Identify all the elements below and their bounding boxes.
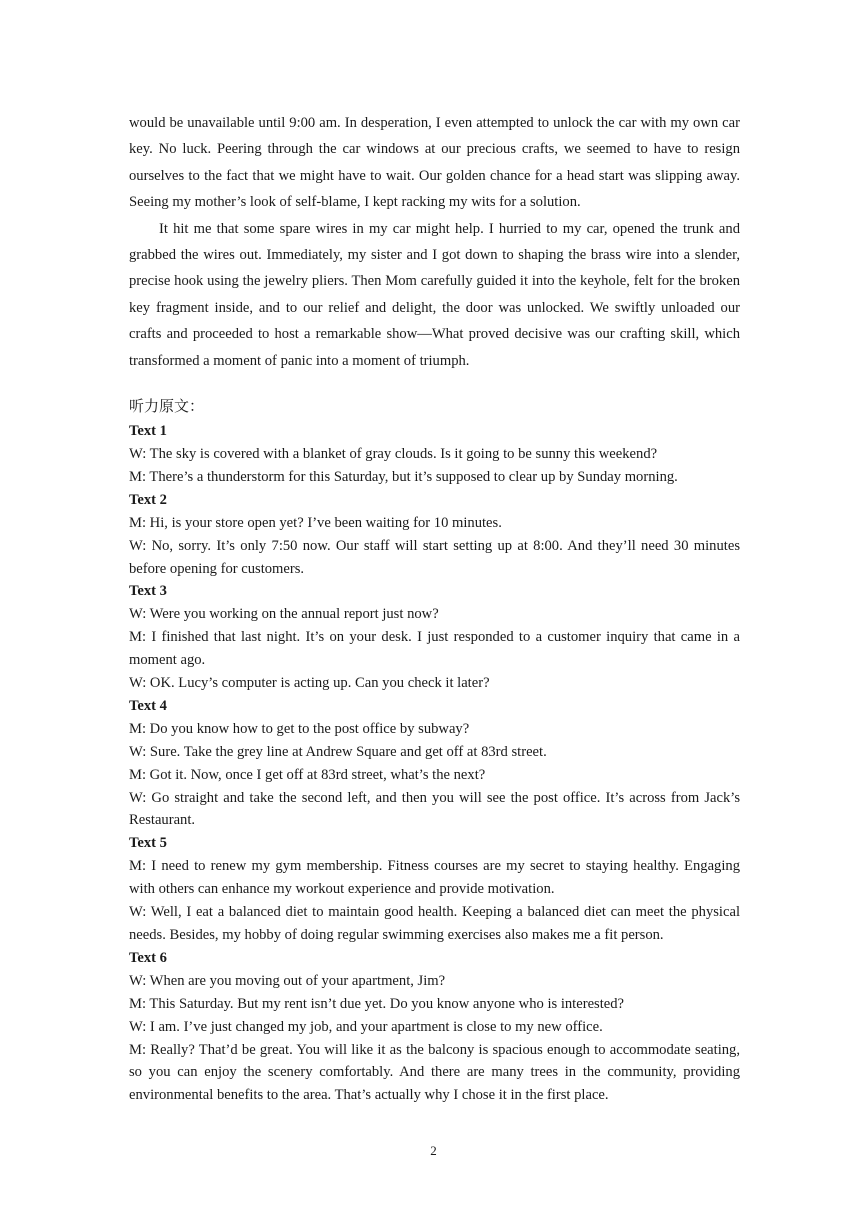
page-content: [129, 110, 740, 1107]
dialogue-line: W: No, sorry. It’s only 7:50 now. Our staff will start setting up at 8:00. And they’ll need 30 minutes before opening for customers.: [129, 537, 740, 577]
page-number: 2: [430, 1143, 437, 1158]
text-heading: Text 4: [129, 697, 167, 714]
listening-text-2: [129, 489, 740, 581]
text-heading: Text 2: [129, 491, 167, 508]
dialogue-line: W: I am. I’ve just changed my job, and your apartment is close to my new office.: [129, 1018, 603, 1035]
story-paragraph: It hit me that some spare wires in my car might help. I hurried to my car, opened the trunk and grabbed the wires out. Immediately, my sister and I got down to shaping the brass wire into a slender, precise hook using the jewelry pliers. Then Mom carefully guided it into the keyhole, felt for the broken key fragment inside, and to our relief and delight, the door was unlocked. We swiftly unloaded our crafts and proceeded to host a remarkable show—What proved decisive was our crafting skill, which transformed a moment of panic into a moment of triumph.: [129, 220, 740, 369]
dialogue-line: M: Really? That’d be great. You will like it as the balcony is spacious enough to accommodate seating, so you can enjoy the scenery comfortably. And there are many trees in the community, providing environmental benefits to the area. That’s actually why I chose it in the first place.: [129, 1041, 740, 1104]
section-title: 听力原文：: [129, 399, 205, 416]
dialogue-line: W: Well, I eat a balanced diet to maintain good health. Keeping a balanced diet can meet the physical needs. Besides, my hobby of doing regular swimming exercises also makes me a fit person.: [129, 904, 740, 943]
dialogue-line: M: There’s a thunderstorm for this Saturday, but it’s supposed to clear up by Sunday morning.: [129, 468, 678, 485]
dialogue-line: M: Got it. Now, once I get off at 83rd street, what’s the next?: [129, 766, 486, 783]
listening-text-4: [129, 695, 740, 832]
text-heading: Text 5: [129, 835, 167, 852]
listening-text-3: [129, 580, 740, 695]
dialogue-line: M: This Saturday. But my rent isn’t due yet. Do you know anyone who is interested?: [129, 995, 625, 1012]
dialogue-line: M: Hi, is your store open yet? I’ve been waiting for 10 minutes.: [129, 514, 502, 531]
dialogue-line: W: Were you working on the annual report just now?: [129, 606, 439, 623]
dialogue-line: W: Go straight and take the second left, and then you will see the post office. It’s across from Jack’s Restaurant.: [129, 789, 740, 829]
dialogue-line: W: When are you moving out of your apartment, Jim?: [129, 972, 446, 989]
dialogue-line: M: I finished that last night. It’s on your desk. I just responded to a customer inquiry that came in a moment ago.: [129, 629, 740, 669]
text-heading: Text 6: [129, 949, 167, 966]
text-heading: Text 1: [129, 423, 167, 440]
story-paragraph: would be unavailable until 9:00 am. In desperation, I even attempted to unlock the car with my own car key. No luck. Peering through the car windows at our precious crafts, we seemed to have to resign ourselves to the fact that we might have to wait. Our golden chance for a head start was slipping away. Seeing my mother’s look of self-blame, I kept racking my wits for a solution.: [129, 115, 740, 211]
text-heading: Text 3: [129, 583, 167, 600]
listening-text-1: [129, 420, 740, 489]
dialogue-line: W: The sky is covered with a blanket of gray clouds. Is it going to be sunny this weekend?: [129, 445, 658, 462]
dialogue-line: M: I need to renew my gym membership. Fitness courses are my secret to staying healthy. Engaging with others can enhance my workout experience and provide motivation.: [129, 858, 740, 898]
dialogue-line: M: Do you know how to get to the post office by subway?: [129, 720, 470, 737]
listening-text-6: [129, 947, 740, 1107]
listening-text-5: [129, 832, 740, 947]
dialogue-line: W: OK. Lucy’s computer is acting up. Can you check it later?: [129, 675, 490, 692]
dialogue-line: W: Sure. Take the grey line at Andrew Square and get off at 83rd street.: [129, 743, 547, 760]
